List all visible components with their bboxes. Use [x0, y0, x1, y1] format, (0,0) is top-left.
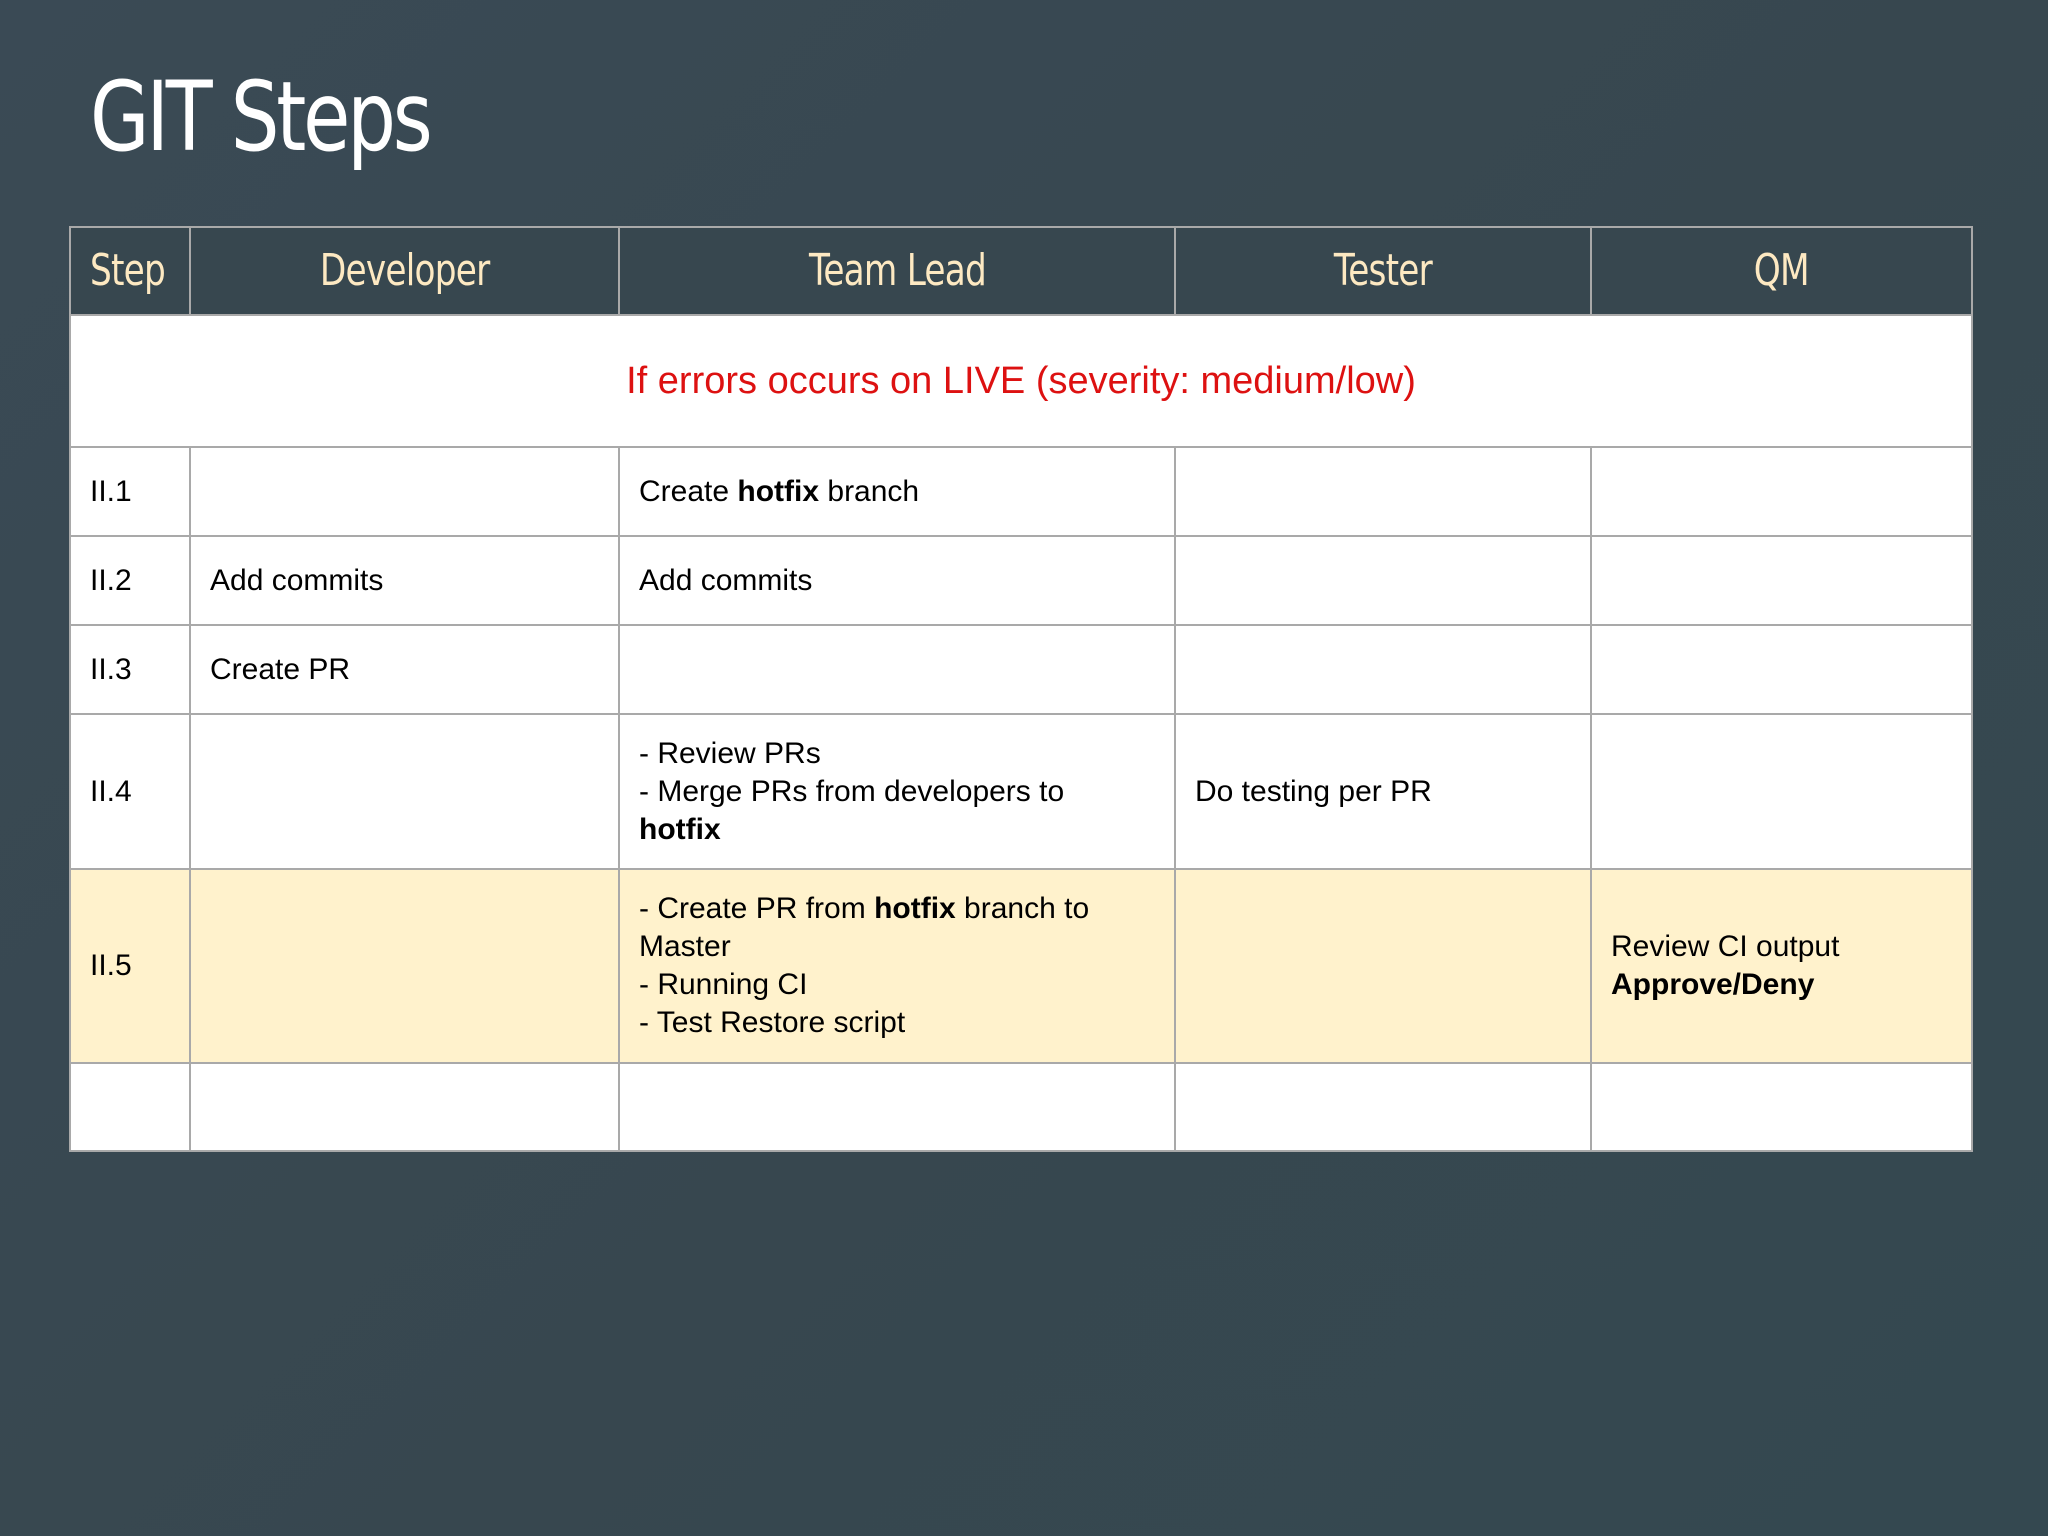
developer-cell: Create PR [190, 625, 619, 714]
team-lead-line: - Merge PRs from developers to [639, 774, 1065, 808]
table-header-row [70, 227, 1972, 315]
table-row-empty [70, 1063, 1972, 1151]
table-row [70, 625, 1972, 714]
tester-cell [1175, 869, 1591, 1063]
team-lead-bold-text: hotfix [737, 474, 820, 508]
column-header-qm [1591, 227, 1972, 315]
developer-cell [190, 447, 619, 536]
qm-cell [1591, 714, 1972, 869]
step-cell: II.3 [70, 625, 190, 714]
slide-title: GIT Steps [90, 61, 430, 173]
team-lead-cell [619, 625, 1175, 714]
table-row [70, 714, 1972, 869]
team-lead-cell [619, 447, 1175, 536]
column-header-tester-label: Tester [1333, 245, 1433, 296]
column-header-tester [1175, 227, 1591, 315]
team-lead-line: - Running CI [639, 968, 808, 1001]
column-header-developer-label: Developer [319, 245, 490, 296]
column-header-developer [190, 227, 619, 315]
team-lead-cell [619, 869, 1175, 1063]
step-cell [70, 1063, 190, 1151]
team-lead-line: - Review PRs [639, 736, 821, 770]
column-header-step-label: Step [90, 245, 166, 296]
step-cell: II.1 [70, 447, 190, 536]
developer-cell [190, 869, 619, 1063]
tester-cell [1175, 625, 1591, 714]
tester-cell [1175, 536, 1591, 625]
step-cell: II.2 [70, 536, 190, 625]
qm-cell [1591, 869, 1972, 1063]
column-header-team-lead [619, 227, 1175, 315]
team-lead-text: - Create PR from [639, 892, 875, 925]
developer-cell: Add commits [190, 536, 619, 625]
team-lead-text: Create [639, 474, 738, 508]
git-steps-table [69, 226, 1973, 1152]
tester-cell [1175, 447, 1591, 536]
column-header-team-lead-label: Team Lead [808, 245, 986, 296]
qm-bold-line: Approve/Deny [1611, 968, 1815, 1001]
column-header-step [70, 227, 190, 315]
team-lead-bold-line: hotfix [639, 812, 721, 846]
qm-line: Review CI output [1611, 930, 1840, 963]
qm-cell [1591, 1063, 1972, 1151]
table-row [70, 447, 1972, 536]
developer-cell [190, 714, 619, 869]
team-lead-cell [619, 714, 1175, 869]
table-row-highlighted [70, 869, 1972, 1063]
team-lead-line: - Test Restore script [639, 1006, 906, 1039]
team-lead-line: Master [639, 930, 731, 963]
table-row [70, 536, 1972, 625]
banner-row [70, 315, 1972, 447]
qm-cell [1591, 625, 1972, 714]
developer-cell [190, 1063, 619, 1151]
qm-cell [1591, 536, 1972, 625]
severity-banner: If errors occurs on LIVE (severity: medium/low) [70, 315, 1972, 447]
team-lead-bold-text: hotfix [874, 892, 956, 925]
step-cell: II.4 [70, 714, 190, 869]
column-header-qm-label: QM [1753, 245, 1810, 296]
tester-cell [1175, 1063, 1591, 1151]
step-cell: II.5 [70, 869, 190, 1063]
qm-cell [1591, 447, 1972, 536]
tester-cell: Do testing per PR [1175, 714, 1591, 869]
team-lead-line [639, 890, 1155, 928]
team-lead-cell: Add commits [619, 536, 1175, 625]
team-lead-text: branch [819, 474, 920, 508]
team-lead-text: branch to [955, 892, 1090, 925]
team-lead-cell [619, 1063, 1175, 1151]
